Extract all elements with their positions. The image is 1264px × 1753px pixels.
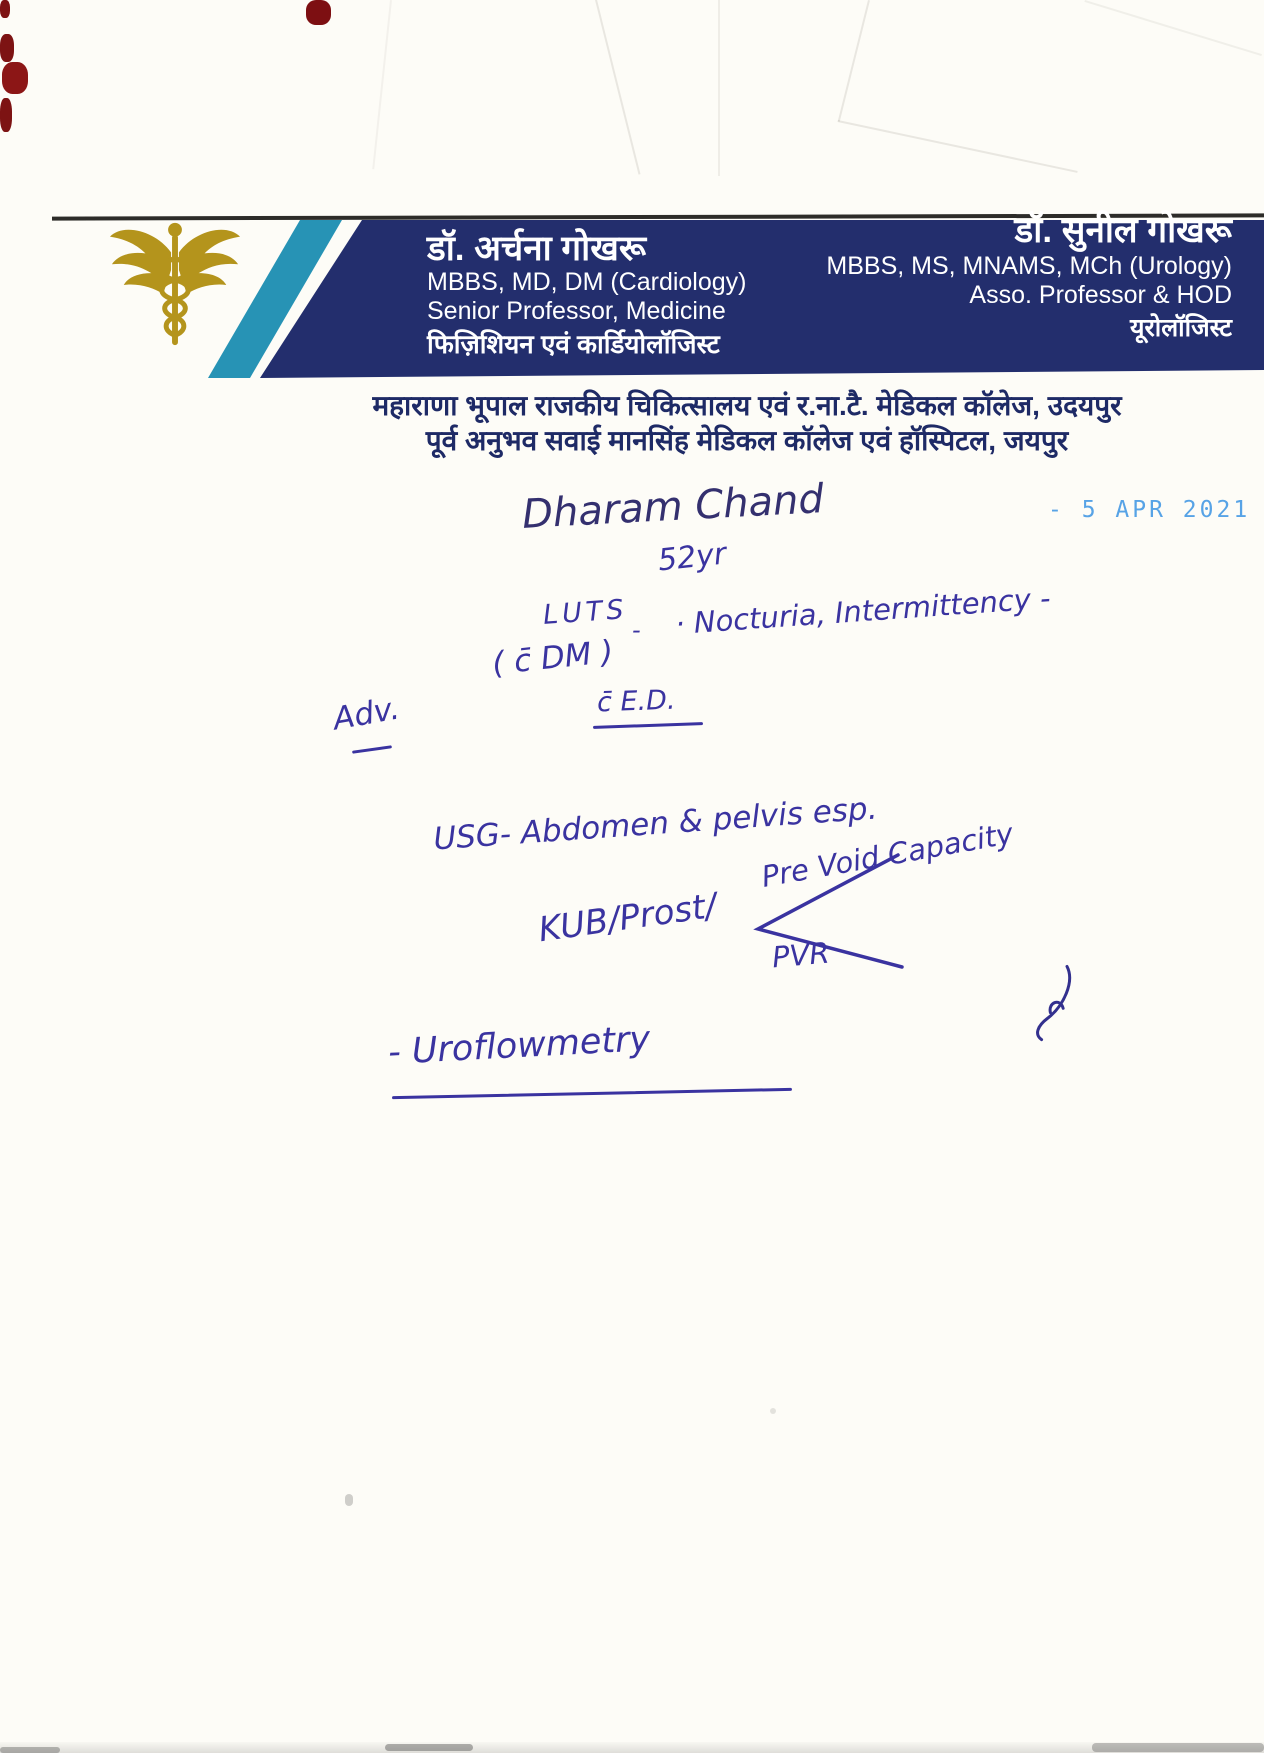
doctor-left-specialty: फिज़िशियन एवं कार्डियोलॉजिस्ट	[427, 329, 720, 359]
complaint-with-dm: ( c̄ DM )	[490, 633, 615, 683]
complaint-separator: -	[632, 616, 641, 644]
scan-bottom-smudge	[1092, 1743, 1264, 1752]
paper-crease	[718, 0, 720, 176]
paper-crease	[372, 0, 392, 169]
paper-crease	[1084, 0, 1262, 56]
patient-age: 52yr	[656, 536, 728, 579]
scan-speck	[770, 1408, 776, 1414]
scan-bottom-smudge	[0, 1747, 60, 1753]
caduceus-icon	[105, 213, 245, 351]
complaint-luts: LUTS	[542, 594, 629, 631]
doctor-left-name: डॉ. अर्चना गोखरू	[427, 229, 647, 268]
doctor-right-degrees: MBBS, MS, MNAMS, MCh (Urology)	[826, 252, 1232, 280]
underline-adv	[352, 745, 392, 754]
hospital-line-2: पूर्व अनुभव सवाई मानसिंह मेडिकल कॉलेज एवं हॉस्पिटल, जयपुर	[425, 425, 1069, 456]
doctor-right-title: Asso. Professor & HOD	[969, 281, 1232, 309]
underline-ed	[593, 722, 703, 729]
paper-crease	[838, 120, 1078, 173]
patient-name: Dharam Chand	[521, 476, 825, 538]
doctor-left-title: Senior Professor, Medicine	[427, 297, 726, 325]
paper-crease	[595, 0, 640, 175]
scan-edge-mark	[2, 62, 28, 94]
paper-crease	[838, 0, 870, 122]
advice-label: Adv.	[330, 690, 403, 738]
hospital-line-1: महाराणा भूपाल राजकीय चिकित्सालय एवं र.ना.टै. मेडिकल कॉलेज, उदयपुर	[372, 390, 1122, 421]
date-stamp: - 5 APR 2021	[1048, 497, 1251, 523]
scan-edge-mark	[306, 0, 331, 25]
doctor-right-name: डॉ. सुनील गोखरू	[1014, 211, 1232, 250]
doctor-right-specialty: यूरोलॉजिस्ट	[1130, 314, 1232, 342]
advice-pre-void: Pre Void Capacity	[758, 816, 1016, 894]
advice-kub: KUB/Prost/	[536, 885, 720, 951]
underline-uroflowmetry	[392, 1088, 792, 1099]
doctor-left-degrees: MBBS, MD, DM (Cardiology)	[427, 268, 747, 296]
scan-edge-mark	[0, 34, 14, 62]
scan-edge-mark	[0, 98, 12, 132]
scan-edge-mark	[0, 0, 10, 18]
scan-speck	[345, 1494, 353, 1506]
scan-bottom-edge	[0, 1742, 1264, 1753]
complaint-symptoms: · Nocturia, Intermittency -	[674, 580, 1052, 642]
advice-uroflowmetry: - Uroflowmetry	[387, 1019, 652, 1073]
advice-usg: USG- Abdomen & pelvis esp.	[432, 790, 879, 858]
advice-pvr: PVR	[770, 935, 831, 975]
scan-bottom-smudge	[385, 1744, 473, 1751]
complaint-with-ed: c̄ E.D.	[596, 684, 676, 719]
doctor-signature	[1006, 952, 1088, 1051]
